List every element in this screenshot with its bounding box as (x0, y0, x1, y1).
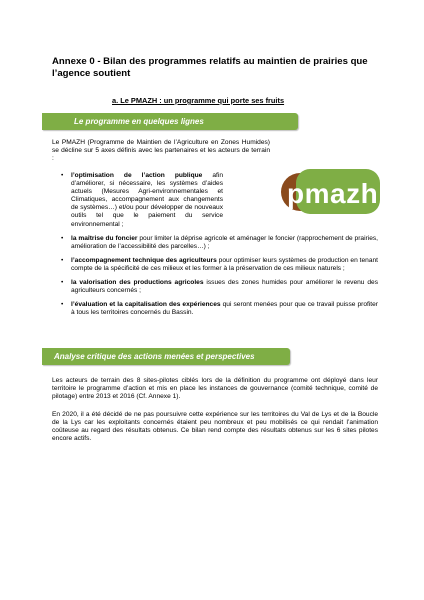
list-item (52, 235, 378, 251)
bullet-glyph: • (61, 234, 64, 242)
list-item-text: pour optimiser leurs systèmes de production en tenant compte de la spécificité de ces milieux et les former à la préservation de ces milieux naturels ; (71, 256, 378, 272)
logo-text: pmazh (287, 178, 379, 209)
section-banner-program: Le programme en quelques lignes (42, 113, 298, 130)
section-subtitle: a. Le PMAZH : un programme qui porte ses fruits (112, 96, 285, 105)
list-item-bold: l’accompagnement technique des agriculteurs (71, 256, 217, 264)
list-item (52, 172, 223, 229)
bullet-glyph: • (61, 301, 64, 309)
list-item (52, 279, 378, 295)
list-item-bold: la maîtrise du foncier (71, 234, 138, 242)
list-item-text: afin d’améliorer, si nécessaire, les systèmes d’aides actuels (Mesures Agri-environnementales et Climatiques, accompagnement aux changements de systèmes…) et/ou pour développer de nouveaux outils tel que le paiement du service environnemental ; (71, 172, 223, 228)
list-item (52, 257, 378, 273)
list-item-bold: l’optimisation de l’action publique (71, 172, 203, 179)
list-item (52, 301, 378, 317)
list-item-text: qui seront menées pour que ce travail puisse profiter à tous les territoires concernés du Bassin. (71, 301, 379, 317)
list-item-text: issues des zones humides pour améliorer le revenu des agriculteurs concernés ; (71, 279, 378, 295)
bullet-glyph: • (61, 279, 64, 287)
bullet-glyph: • (61, 172, 64, 179)
analysis-paragraph-2: En 2020, il a été décidé de ne pas poursuivre cette expérience sur les territoires du Val de Lys et de la Boucle de la Lys car les exploitants concernés étaient peu nombreux et peu mobilisés ce qui rendait l’animation coûteuse au regard des résultats obtenus. Ce bilan rend compte des résultats obtenus sur les 6 sites pilotes encore actifs. (52, 411, 378, 443)
bullet-glyph: • (61, 256, 64, 264)
intro-paragraph: Le PMAZH (Programme de Maintien de l’Agriculture en Zones Humides) se décline sur 5 axes définis avec les partenaires et les acteurs de terrain : (52, 139, 270, 163)
list-item-bold: la valorisation des productions agricoles (71, 279, 204, 287)
list-item-text: pour limiter la déprise agricole et aménager le foncier (rapprochement de prairies, amélioration de l’accessibilité des parcelles…) ; (71, 234, 378, 250)
analysis-paragraph-1: Les acteurs de terrain des 8 sites-pilotes ciblés lors de la définition du programme ont déployé dans leur territoire le programme d’action et mis en place les instances de gouvernance (comité technique, comité de pilotage) entre 2013 et 2016 (Cf. Annexe 1). (52, 377, 378, 401)
list-item-bold: l’évaluation et la capitalisation des expériences (71, 301, 221, 309)
axes-list (52, 172, 378, 323)
page-title: Annexe 0 - Bilan des programmes relatifs au maintien de prairies que l’agence soutient (52, 56, 368, 79)
section-banner-analysis: Analyse critique des actions menées et perspectives (42, 348, 290, 365)
